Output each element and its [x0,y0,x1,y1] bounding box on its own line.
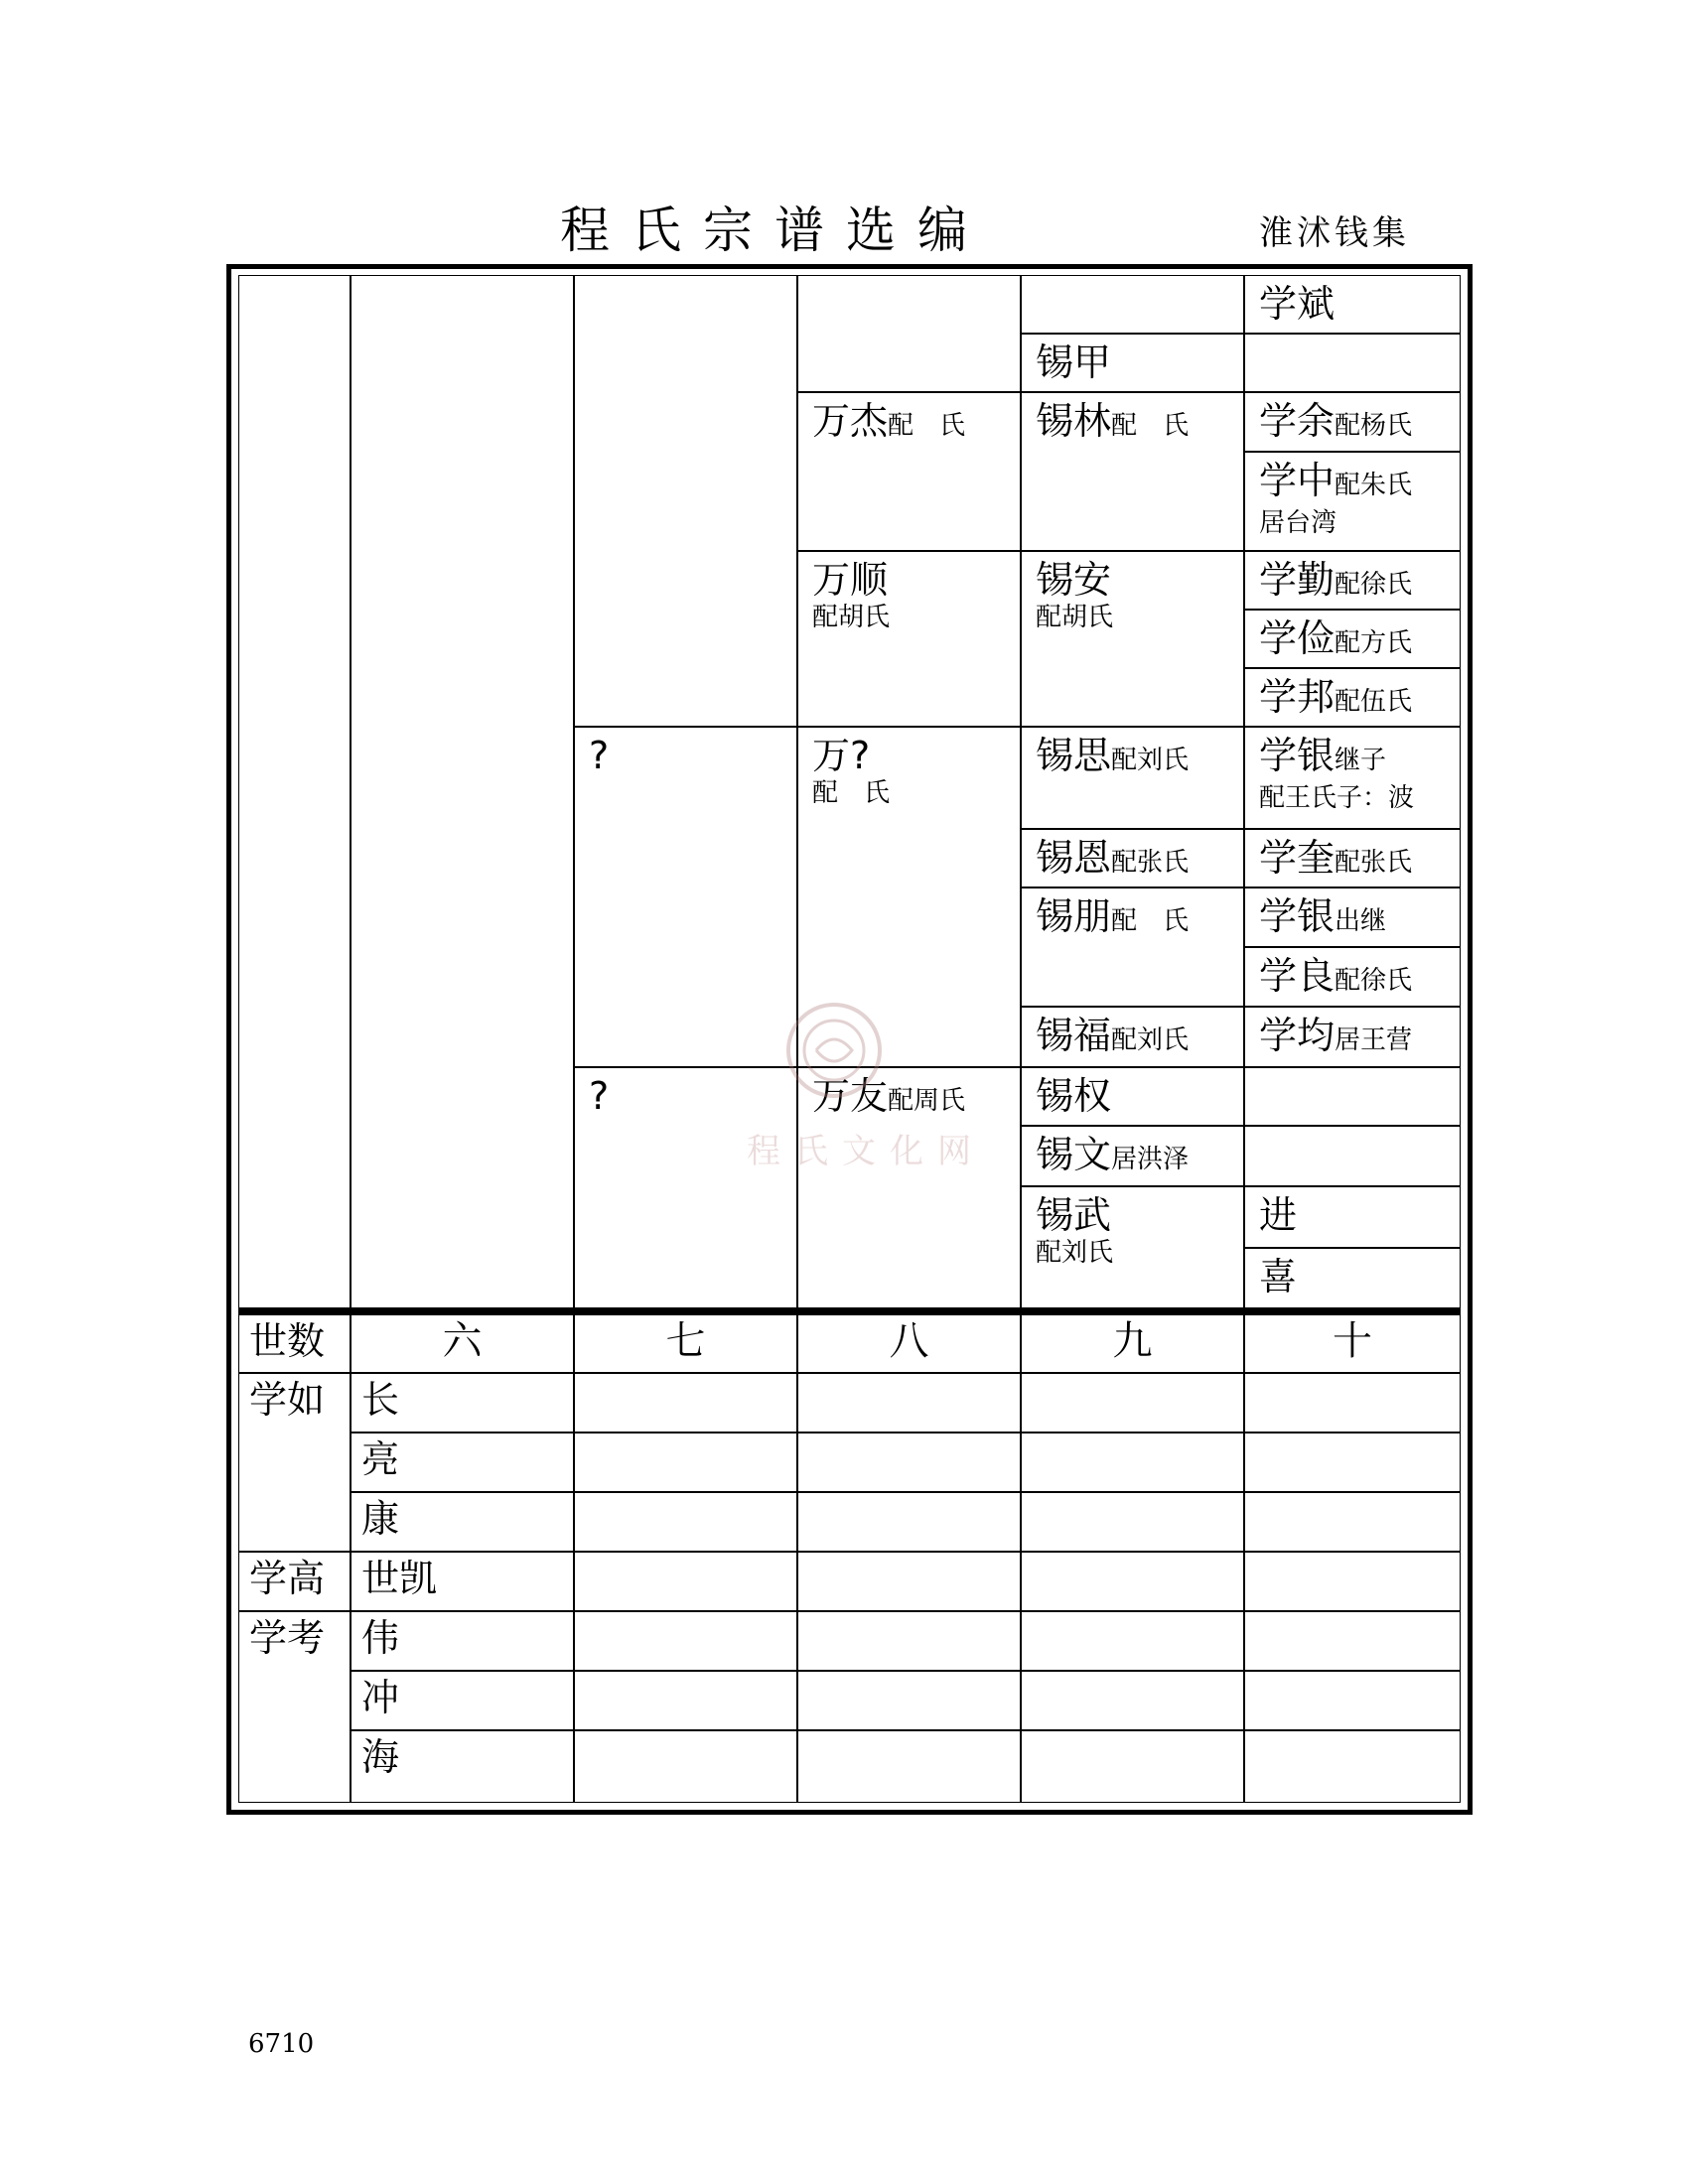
tree-col10-cell [1244,1126,1461,1186]
tree-col8-cell [797,275,1021,392]
person-name: 学勤配徐氏 [1259,558,1413,602]
person-name: 锡林配 氏 [1036,399,1190,443]
gen-empty-cell [797,1433,1021,1492]
page-title: 程氏宗谱选编 [560,202,989,259]
person-name: 进 [1259,1193,1298,1237]
gen-empty-cell [574,1671,797,1730]
gen-empty-cell [1021,1730,1244,1803]
gen-header: 八 [797,1314,1021,1373]
gen-row-label: 世数 [238,1314,351,1373]
tree-col8-cell [797,551,1021,727]
tree-col10-cell [1244,829,1461,887]
gen-empty-cell [574,1433,797,1492]
tree-col10-cell [1244,275,1461,334]
person-name: 学均居王营 [1259,1014,1413,1057]
person-name: 学俭配方氏 [1259,616,1413,660]
person-name: 锡福配刘氏 [1036,1014,1190,1057]
tree-col9-cell [1021,392,1244,551]
ancestor-name: ? [589,734,610,777]
tree-col9-cell [1021,1126,1244,1186]
page-number: 6710 [248,2029,315,2059]
person-name: 学邦配伍氏 [1259,675,1413,719]
tree-col9-cell [1021,275,1244,334]
gen-empty-cell [797,1552,1021,1611]
person-name: 锡权 [1036,1074,1112,1118]
tree-col10-cell [1244,1007,1461,1067]
tree-col10-cell [1244,668,1461,727]
gen-empty-cell [1021,1671,1244,1730]
tree-col9-cell [1021,1067,1244,1126]
gen-header: 九 [1021,1314,1244,1373]
person-name: 学中配朱氏 [1259,459,1413,502]
gen-empty-cell [574,1373,797,1433]
gen-empty-cell [797,1671,1021,1730]
page-subtitle: 淮沭钱集 [1259,213,1410,253]
gen-name: 康 [351,1492,574,1552]
tree-col10-cell [1244,1248,1461,1308]
tree-col10-cell [1244,947,1461,1007]
gen-empty-cell [1021,1433,1244,1492]
person-note: 配王氏子：波 [1259,783,1415,813]
tree-col10-cell [1244,610,1461,668]
person-name: 锡恩配张氏 [1036,836,1190,880]
tree-col10-cell [1244,1186,1461,1248]
tree-gen-col-blank [238,275,351,1308]
tree-col8-cell [797,392,1021,551]
person-name: 学余配杨氏 [1259,399,1413,443]
gen-empty-cell [797,1492,1021,1552]
person-note: 配 氏 [812,778,891,808]
tree-col10-cell [1244,887,1461,947]
tree-col9-cell [1021,551,1244,727]
gen-empty-cell [797,1373,1021,1433]
person-note: 居台湾 [1259,508,1337,538]
tree-col10-cell [1244,392,1461,452]
tree-col10-cell [1244,452,1461,551]
person-name: 万友配周氏 [812,1074,966,1118]
person-name: 锡甲 [1036,341,1112,384]
gen-name: 海 [351,1730,574,1803]
gen-name: 伟 [351,1611,574,1671]
person-note: 配胡氏 [812,603,891,632]
tree-col9-cell [1021,727,1244,829]
gen-empty-cell [1244,1611,1461,1671]
person-name: 万顺 [812,558,889,602]
watermark [717,993,1015,1191]
gen-empty-cell [1244,1492,1461,1552]
gen-empty-cell [574,1730,797,1803]
gen-name: 世凯 [351,1552,574,1611]
gen-header: 六 [351,1314,574,1373]
ancestor-name: ? [589,1074,610,1118]
gen-group-label: 学考 [238,1611,351,1803]
person-name: 锡安 [1036,558,1112,602]
person-name: 锡思配刘氏 [1036,734,1190,777]
gen-group-label: 学高 [238,1552,351,1611]
person-name: 学银出继 [1259,894,1387,938]
person-name: 万杰配 氏 [812,399,966,443]
person-name: 学银继子 [1259,734,1387,777]
gen-empty-cell [1244,1671,1461,1730]
person-name: 学斌 [1259,282,1336,326]
gen-empty-cell [797,1730,1021,1803]
tree-col9-cell [1021,887,1244,1007]
gen-header: 十 [1244,1314,1461,1373]
tree-col9-cell [1021,829,1244,887]
gen-empty-cell [574,1611,797,1671]
person-note: 配胡氏 [1036,603,1114,632]
gen-empty-cell [1021,1373,1244,1433]
person-name: 学奎配张氏 [1259,836,1413,880]
gen-empty-cell [1021,1611,1244,1671]
person-name: 锡朋配 氏 [1036,894,1190,938]
gen-name: 亮 [351,1433,574,1492]
gen-empty-cell [1244,1730,1461,1803]
person-name: 喜 [1259,1255,1298,1298]
tree-gen-col-6 [351,275,574,1308]
tree-col9-cell [1021,1007,1244,1067]
person-name: 锡文居洪泽 [1036,1133,1190,1176]
gen-empty-cell [1244,1373,1461,1433]
gen-empty-cell [1021,1492,1244,1552]
gen-header: 七 [574,1314,797,1373]
gen-empty-cell [1244,1433,1461,1492]
gen-empty-cell [797,1611,1021,1671]
tree-col10-cell [1244,551,1461,610]
watermark-text: 程氏文化网 [747,1132,985,1171]
tree-col9-cell [1021,334,1244,392]
gen-name: 长 [351,1373,574,1433]
tree-col9-cell [1021,1186,1244,1308]
seal-icon [717,993,1015,1122]
gen-empty-cell [574,1492,797,1552]
tree-col7-cell [574,275,797,727]
gen-empty-cell [1021,1552,1244,1611]
person-name: 锡武 [1036,1193,1112,1237]
tree-col10-cell [1244,727,1461,829]
tree-col10-cell [1244,334,1461,392]
gen-empty-cell [1244,1552,1461,1611]
person-name: 万? [812,734,871,777]
gen-empty-cell [574,1552,797,1611]
person-name: 学良配徐氏 [1259,954,1413,998]
gen-name: 冲 [351,1671,574,1730]
tree-col10-cell [1244,1067,1461,1126]
person-note: 配刘氏 [1036,1238,1114,1268]
gen-group-label: 学如 [238,1373,351,1552]
